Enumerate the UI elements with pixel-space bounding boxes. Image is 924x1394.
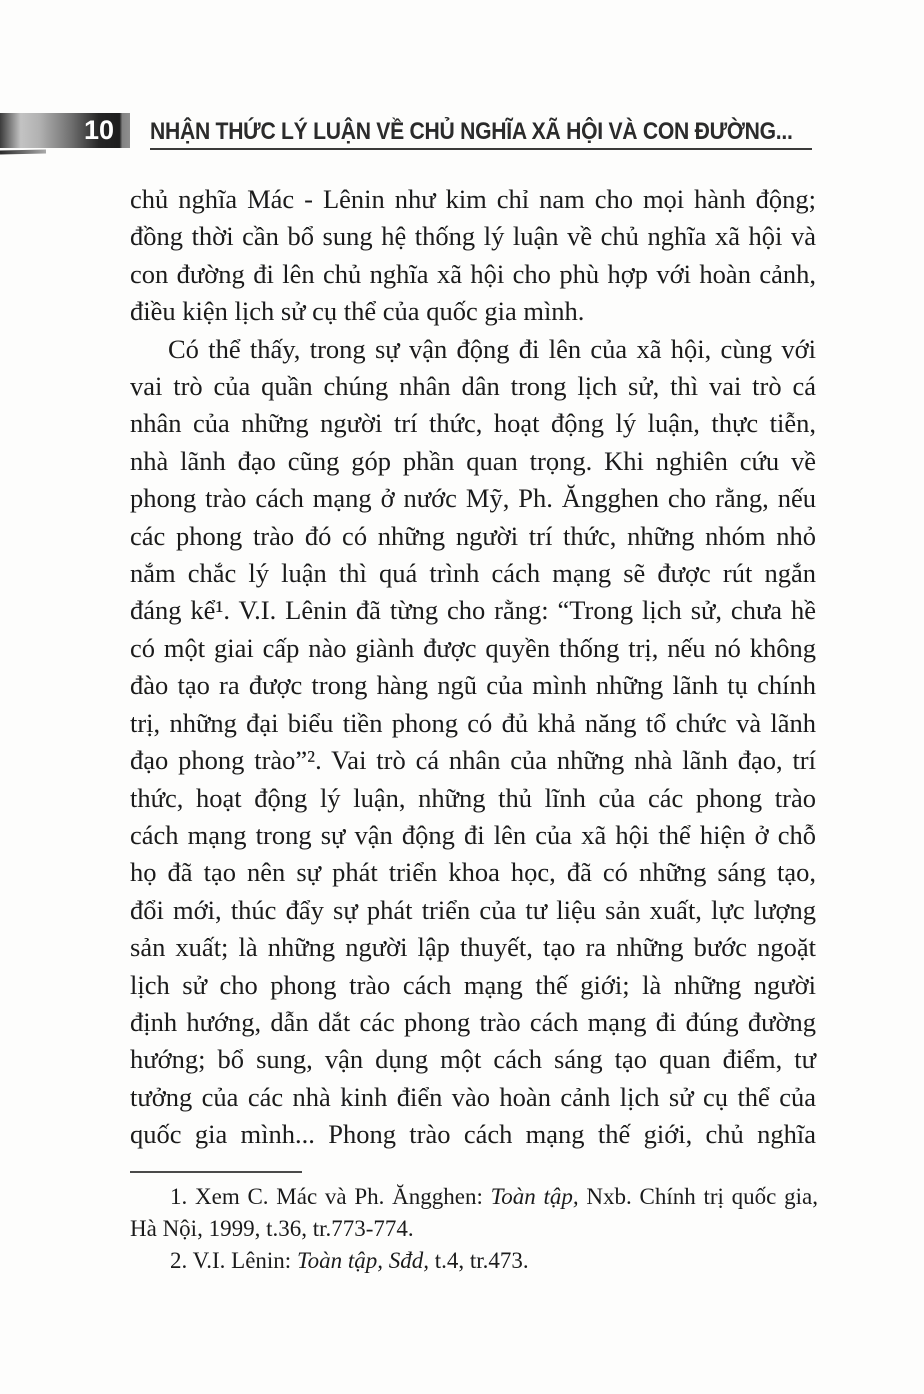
header-gradient-bar [0, 113, 130, 148]
footnote-segment: 1. Xem C. Mác và Ph. Ăngghen: [170, 1184, 491, 1209]
footnote-separator [130, 1171, 302, 1173]
body-line: đáng kể¹. V.I. Lênin đã từng cho rằng: “Trong lịch sử, chưa hề [130, 595, 816, 626]
body-line: chủ nghĩa Mác - Lênin như kim chỉ nam cho mọi hành động; [130, 184, 816, 214]
footnote-segment: Toàn tập, Sđd, [296, 1247, 430, 1273]
footnote-segment: Nxb. Chính trị quốc gia, Hà Nội, 1999, t.36, tr.773-774. [130, 1184, 818, 1241]
footnote-segment: Toàn tập, [490, 1184, 579, 1209]
footnote [130, 1245, 818, 1277]
body-line: thức, hoạt động lý luận, những thủ lĩnh của các phong trào [130, 782, 816, 813]
body-line: quốc gia mình... Phong trào cách mạng thế giới, chủ nghĩa [130, 1119, 816, 1150]
body-line: Có thể thấy, trong sự vận động đi lên của xã hội, cùng với [168, 333, 816, 364]
body-line: định hướng, dẫn dắt các phong trào cách mạng đi đúng đường [130, 1006, 816, 1037]
body-line: đào tạo ra được trong hàng ngũ của mình những lãnh tụ chính [130, 670, 816, 701]
body-line: nhà lãnh đạo cũng góp phần quan trọng. Khi nghiên cứu về [130, 445, 816, 476]
body-line: nắm chắc lý luận thì quá trình cách mạng sẽ được rút ngắn [130, 558, 816, 589]
body-line: đạo phong trào”². Vai trò cá nhân của những nhà lãnh đạo, trí [130, 745, 816, 776]
body-line: sản xuất; là những người lập thuyết, tạo ra những bước ngoặt [130, 932, 816, 963]
body-line: họ đã tạo nên sự phát triển khoa học, đã có những sáng tạo, [130, 857, 816, 888]
body-line: con đường đi lên chủ nghĩa xã hội cho phù hợp với hoàn cảnh, [130, 258, 816, 289]
body-line: cách mạng trong sự vận động đi lên của xã hội thể hiện ở chỗ [130, 819, 816, 850]
body-line: điều kiện lịch sử cụ thể của quốc gia mình. [130, 296, 585, 327]
body-line: phong trào cách mạng ở nước Mỹ, Ph. Ăngghen cho rằng, nếu [130, 483, 816, 514]
footnote-segment: t.4, tr.473. [429, 1247, 529, 1273]
body-line: nhân của những người trí thức, hoạt động lý luận, thực tiễn, [130, 408, 816, 439]
body-line: đổi mới, thúc đẩy sự phát triển của tư liệu sản xuất, lực lượng [130, 894, 816, 925]
body-line: tưởng của các nhà kinh điển vào hoàn cảnh lịch sử cụ thể của [130, 1081, 816, 1112]
body-line: trị, những đại biểu tiền phong có đủ khả năng tổ chức và lãnh [130, 707, 816, 738]
body-text [130, 181, 816, 1154]
header-rule [150, 148, 812, 150]
body-line: hướng; bổ sung, vận dụng một cách sáng tạo quan điểm, tư [130, 1044, 816, 1075]
footnote [130, 1181, 818, 1245]
scan-artifact [0, 150, 46, 155]
body-line: vai trò của quần chúng nhân dân trong lịch sử, thì vai trò cá [130, 371, 816, 402]
page-number: 10 [83, 115, 114, 145]
footnote-segment: 2. V.I. Lênin: [170, 1247, 297, 1273]
running-title: NHẬN THỨC LÝ LUẬN VỀ CHỦ NGHĨA XÃ HỘI VÀ CON ĐƯỜNG... [150, 118, 793, 145]
footnotes [130, 1181, 818, 1276]
body-line: các phong trào đó có những người trí thức, những nhóm nhỏ [130, 520, 816, 551]
body-line: đồng thời cần bổ sung hệ thống lý luận về chủ nghĩa xã hội và [130, 221, 816, 252]
body-line: lịch sử cho phong trào cách mạng thế giới; là những người [130, 969, 816, 1000]
body-line: có một giai cấp nào giành được quyền thống trị, nếu nó không [130, 632, 816, 663]
